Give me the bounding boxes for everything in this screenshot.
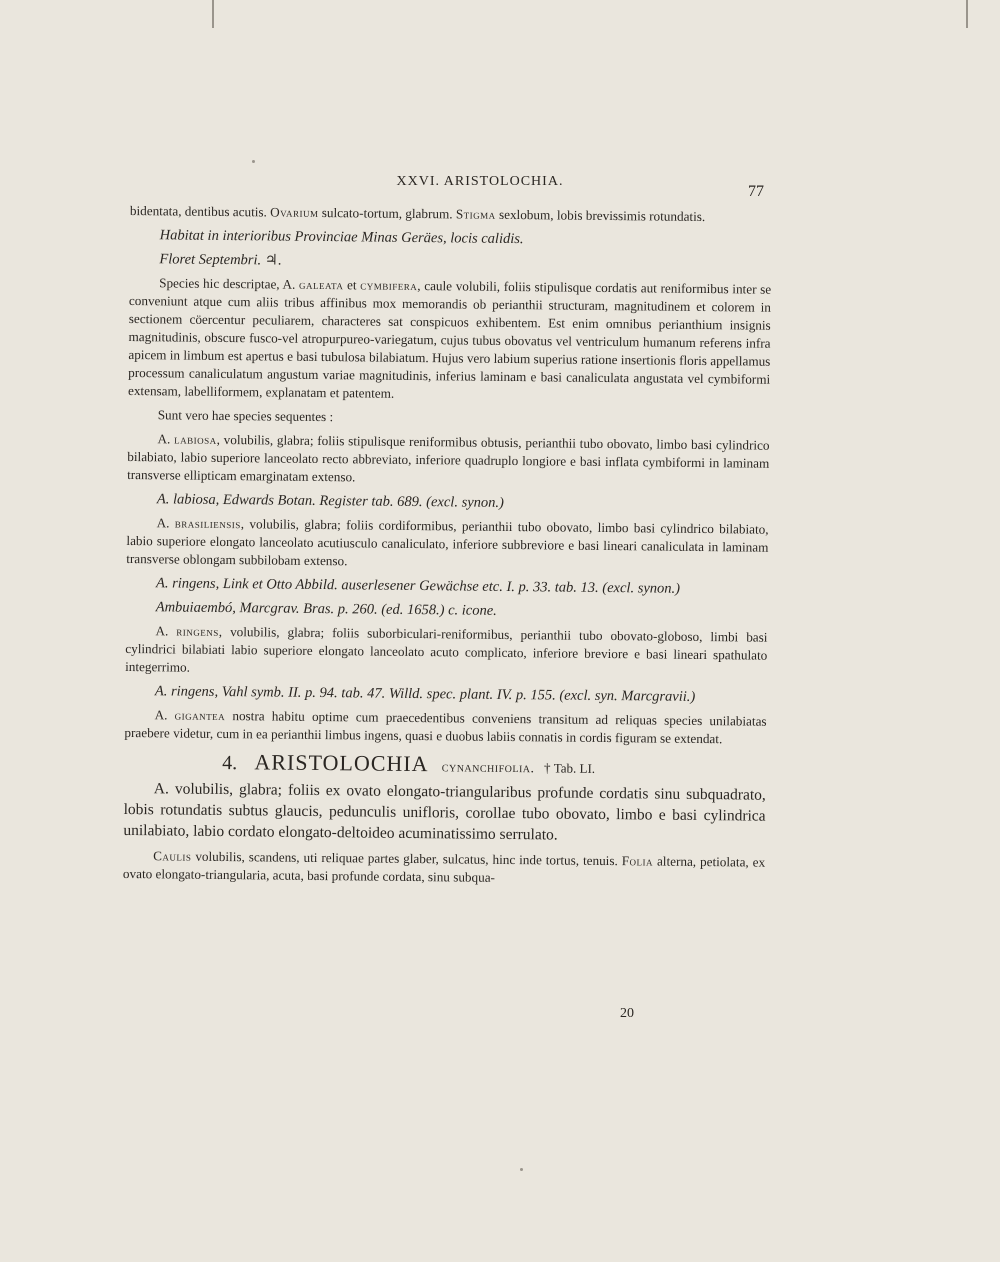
- paragraph: [124, 706, 766, 749]
- text: A.: [157, 431, 171, 447]
- text: sulcato-tortum, glabrum.: [321, 205, 453, 222]
- species-description: [126, 514, 769, 575]
- text: Floret Septembri.: [159, 251, 262, 269]
- text: , volubilis, glabra; foliis cordiformibus, perianthii tubo obovato, limbo basi cylindrico bilabiato, labio superiore elongato lanceolato acutiusculo canaliculato, inferiore subbreviore e basi lineari canaliculata in laminam transverse oblongam subbilobam extenso.: [126, 516, 769, 569]
- text: Species hic descriptae, A.: [159, 275, 296, 292]
- plate-reference: Tab. LI.: [553, 760, 596, 776]
- running-header: XXVI. ARISTOLOCHIA.: [396, 174, 564, 189]
- dagger-mark: †: [543, 760, 551, 776]
- paragraph: Sunt vero hae species sequentes :: [157, 407, 334, 425]
- species-number: 4.: [222, 751, 238, 775]
- spot: [520, 1168, 523, 1171]
- citation: Ambuiaembó, Marcgrav. Bras. p. 260. (ed. 1658.) c. icone.: [155, 599, 497, 619]
- signature-mark: 20: [620, 1006, 634, 1021]
- paragraph: [123, 847, 765, 890]
- term: gigantea: [174, 707, 226, 724]
- text: A.: [154, 707, 168, 723]
- term: ringens: [176, 623, 219, 639]
- term: galeata: [299, 276, 344, 293]
- text: A.: [155, 623, 169, 639]
- species-description: [127, 430, 770, 491]
- species-description: [125, 622, 768, 683]
- term: labiosa: [174, 431, 217, 447]
- citation: A. labiosa, Edwards Botan. Register tab. 689. (excl. synon.): [156, 491, 504, 511]
- margin-mark: [966, 0, 968, 28]
- text: , caule volubili, foliis stipulisque cordatis aut reniformibus inter se conveniunt atque cum aliis tribus affinibus mox memorandis ob perianthii structuram, magnitudinem et colorem in sectionem cöercentur peculiarem, characteres sat conspicuos exhibentem. Est enim omnibus perianthium insignis magnitudinis, obscure fusco-vel atropurpureo-variegatum, cujus tubus obovatus vel ventriculum humanum referens infra apicem in limbum est apertus e basi tubulosa bilabiatum. Hujus vero labium superius ratione insertionis floris appellamus processum canaliculatum angustum variae magnitudinis, inferius laminam e basi canaliculata angustata vel cymbiformi extensam, labelliformem, explanatam et patentem.: [127, 278, 772, 401]
- text: alterna, petiolata, ex ovato elongato-triangularia, acuta, basi profunde cordata, sinu subqua-: [122, 853, 766, 885]
- term: Caulis: [153, 848, 192, 864]
- species-epithet: cynanchifolia.: [441, 760, 535, 777]
- main-text: [123, 202, 772, 896]
- citation: A. ringens, Vahl symb. II. p. 94. tab. 47. Willd. spec. plant. IV. p. 155. (excl. syn. Marcgravii.): [154, 683, 696, 705]
- term: Folia: [621, 853, 654, 869]
- text: A.: [156, 515, 170, 531]
- term: cymbifera: [360, 277, 418, 294]
- term: Ovarium: [270, 204, 319, 220]
- text: et: [346, 277, 357, 293]
- citation: A. ringens, Link et Otto Abbild. auserlesener Gewächse etc. I. p. 33. tab. 13. (excl. synon.): [155, 575, 681, 597]
- spot: [252, 160, 255, 163]
- text: bidentata, dentibus acutis.: [129, 202, 267, 220]
- page-number: 77: [748, 183, 764, 200]
- genus-name: ARISTOLOCHIA: [254, 749, 429, 777]
- perennial-symbol: ♃.: [264, 252, 282, 269]
- species-heading: [124, 749, 766, 781]
- paragraph: [128, 274, 771, 407]
- text: sexlobum, lobis brevissimis rotundatis.: [498, 206, 706, 225]
- term: Stigma: [455, 206, 496, 222]
- diagnosis: A. volubilis, glabra; foliis ex ovato elongato-triangularibus profunde cordatis sinu subquadrato, lobis rotundatis subtus glaucis, pedunculis unifloris, corollae tubo obovato, limbo e basi cylindrica unilabiato, labio cordato elongato-deltoideo acuminatissimo serrulato.: [123, 780, 766, 844]
- text: , volubilis, glabra; foliis stipulisque reniformibus obtusis, perianthii tubo obovato, limbo basi cylindrico bilabiato, labio superiore lanceolato recto abbreviato, inferiore quadruplo longiore e basi inflata cymbiformi in laminam transverse ellipticam emarginatam extenso.: [127, 431, 770, 485]
- habitat-line: Habitat in interioribus Provinciae Minas Geräes, locis calidis.: [159, 227, 524, 248]
- text: nostra habitu optime cum praecedentibus conveniens transitum ad reliquas species unilabiatas praebere videtur, cum in ea perianthii limbus ingens, quasi e duobus labiis connatis in cordis figuram se extendat.: [124, 708, 767, 747]
- margin-mark: [212, 0, 214, 28]
- paragraph: [130, 202, 772, 227]
- flowering-line: [129, 250, 771, 275]
- term: brasiliensis: [174, 515, 241, 532]
- text: volubilis, scandens, uti reliquae partes glaber, sulcatus, hinc inde tortus, tenuis.: [195, 848, 618, 869]
- text: , volubilis, glabra; foliis suborbiculari-reniformibus, perianthii tubo obovato-globoso, limbi basi cylindrici bilabiati labio superiore elongato lanceolato acuto complicato, inferiore breviore e basi lineari spathulato integerrimo.: [125, 623, 768, 675]
